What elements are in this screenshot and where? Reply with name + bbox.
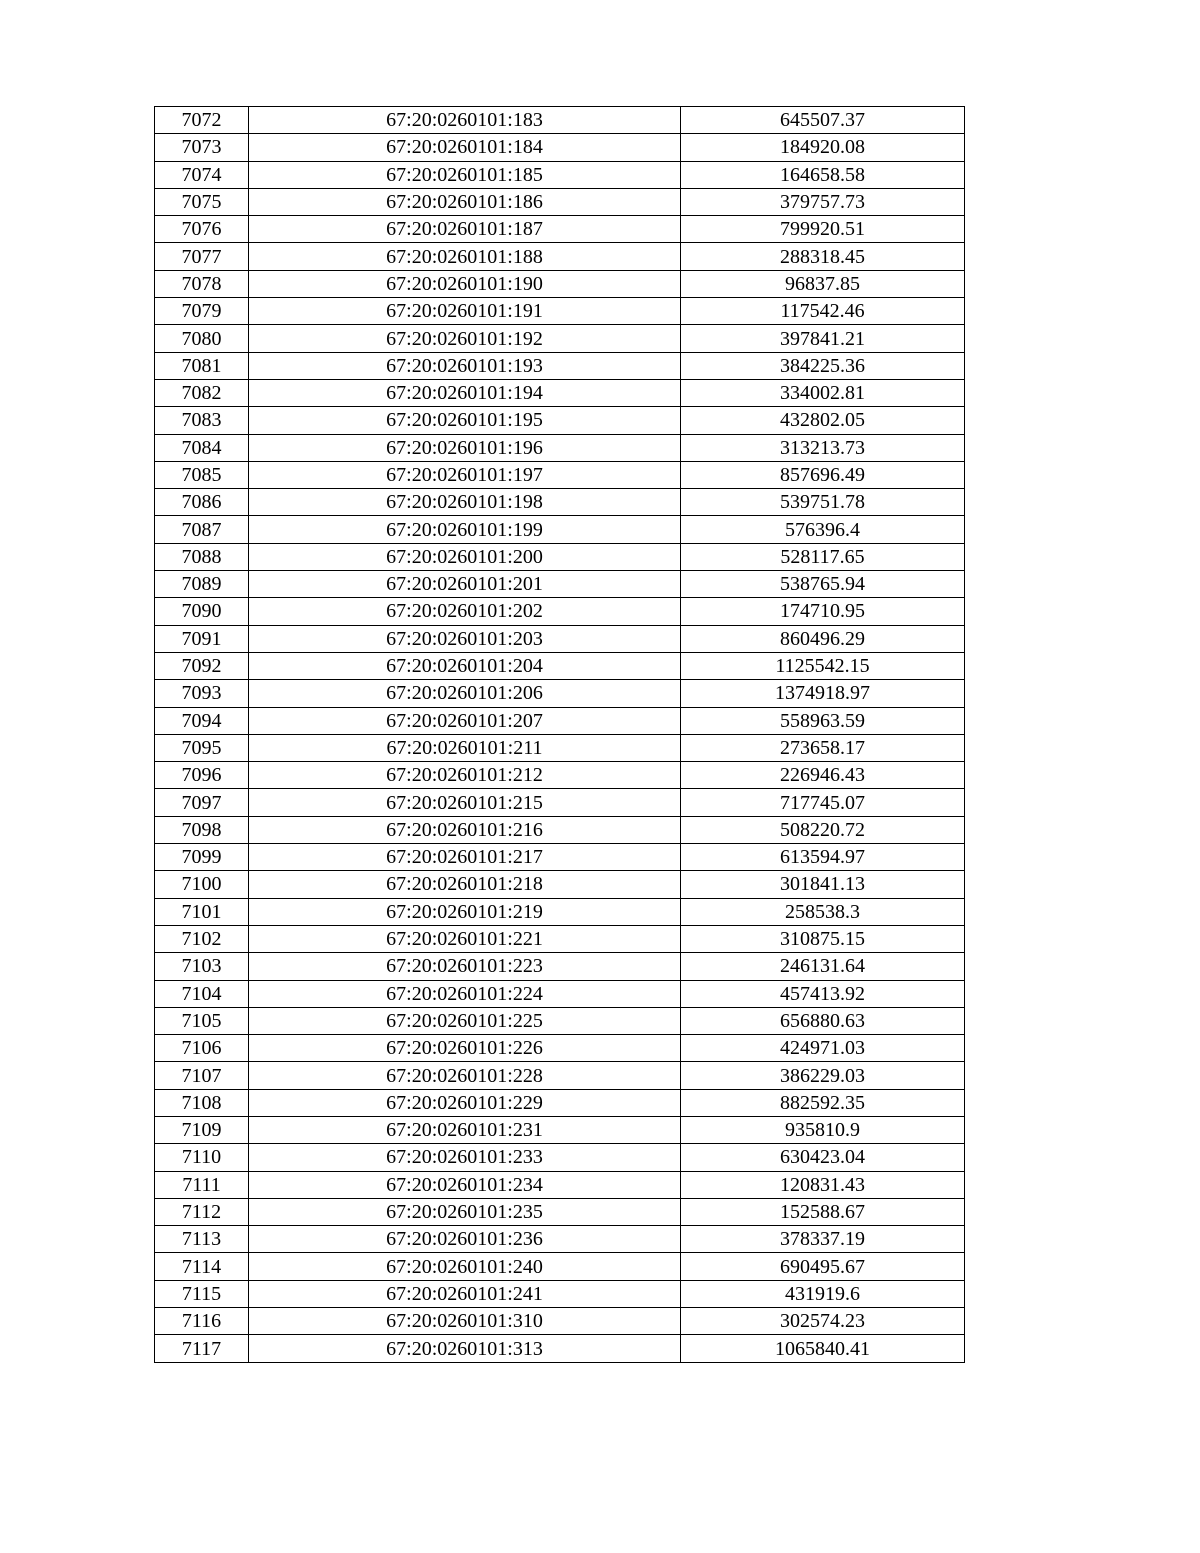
value-cell: 1125542.15 (681, 652, 965, 679)
row-number-cell: 7095 (155, 734, 249, 761)
table-body (155, 107, 965, 1363)
row-number-cell: 7113 (155, 1226, 249, 1253)
row-number-cell: 7077 (155, 243, 249, 270)
value-cell: 384225.36 (681, 352, 965, 379)
row-number-cell: 7102 (155, 925, 249, 952)
value-cell: 558963.59 (681, 707, 965, 734)
row-number-cell: 7074 (155, 161, 249, 188)
row-number-cell: 7081 (155, 352, 249, 379)
row-number-cell: 7078 (155, 270, 249, 297)
cadastral-number-cell: 67:20:0260101:204 (249, 652, 681, 679)
table-row (155, 762, 965, 789)
value-cell: 301841.13 (681, 871, 965, 898)
cadastral-number-cell: 67:20:0260101:194 (249, 379, 681, 406)
value-cell: 120831.43 (681, 1171, 965, 1198)
value-cell: 424971.03 (681, 1035, 965, 1062)
value-cell: 397841.21 (681, 325, 965, 352)
table-row (155, 598, 965, 625)
table-row (155, 188, 965, 215)
row-number-cell: 7103 (155, 953, 249, 980)
value-cell: 117542.46 (681, 298, 965, 325)
row-number-cell: 7091 (155, 625, 249, 652)
value-cell: 508220.72 (681, 816, 965, 843)
table-row (155, 1335, 965, 1362)
cadastral-number-cell: 67:20:0260101:186 (249, 188, 681, 215)
table-row (155, 1280, 965, 1307)
cadastral-number-cell: 67:20:0260101:187 (249, 216, 681, 243)
cadastral-number-cell: 67:20:0260101:231 (249, 1116, 681, 1143)
row-number-cell: 7082 (155, 379, 249, 406)
cadastral-number-cell: 67:20:0260101:198 (249, 489, 681, 516)
table-row (155, 571, 965, 598)
cadastral-number-cell: 67:20:0260101:224 (249, 980, 681, 1007)
row-number-cell: 7097 (155, 789, 249, 816)
value-cell: 310875.15 (681, 925, 965, 952)
cadastral-number-cell: 67:20:0260101:193 (249, 352, 681, 379)
row-number-cell: 7109 (155, 1116, 249, 1143)
cadastral-number-cell: 67:20:0260101:215 (249, 789, 681, 816)
value-cell: 334002.81 (681, 379, 965, 406)
row-number-cell: 7115 (155, 1280, 249, 1307)
value-cell: 386229.03 (681, 1062, 965, 1089)
table-row (155, 1144, 965, 1171)
table-row (155, 243, 965, 270)
value-cell: 379757.73 (681, 188, 965, 215)
table-row (155, 161, 965, 188)
value-cell: 313213.73 (681, 434, 965, 461)
cadastral-number-cell: 67:20:0260101:226 (249, 1035, 681, 1062)
cadastral-number-cell: 67:20:0260101:207 (249, 707, 681, 734)
value-cell: 717745.07 (681, 789, 965, 816)
value-cell: 1065840.41 (681, 1335, 965, 1362)
table-row (155, 898, 965, 925)
table-row (155, 352, 965, 379)
table-row (155, 379, 965, 406)
cadastral-number-cell: 67:20:0260101:203 (249, 625, 681, 652)
value-cell: 273658.17 (681, 734, 965, 761)
value-cell: 246131.64 (681, 953, 965, 980)
table-row (155, 543, 965, 570)
cadastral-number-cell: 67:20:0260101:211 (249, 734, 681, 761)
table-row (155, 489, 965, 516)
table-row (155, 680, 965, 707)
row-number-cell: 7072 (155, 107, 249, 134)
value-cell: 645507.37 (681, 107, 965, 134)
row-number-cell: 7105 (155, 1007, 249, 1034)
table-row (155, 1062, 965, 1089)
cadastral-number-cell: 67:20:0260101:218 (249, 871, 681, 898)
value-cell: 935810.9 (681, 1116, 965, 1143)
table-row (155, 1253, 965, 1280)
cadastral-number-cell: 67:20:0260101:202 (249, 598, 681, 625)
cadastral-number-cell: 67:20:0260101:201 (249, 571, 681, 598)
row-number-cell: 7116 (155, 1308, 249, 1335)
cadastral-number-cell: 67:20:0260101:184 (249, 134, 681, 161)
cadastral-number-cell: 67:20:0260101:313 (249, 1335, 681, 1362)
value-cell: 174710.95 (681, 598, 965, 625)
row-number-cell: 7073 (155, 134, 249, 161)
cadastral-number-cell: 67:20:0260101:240 (249, 1253, 681, 1280)
cadastral-number-cell: 67:20:0260101:310 (249, 1308, 681, 1335)
table-row (155, 1308, 965, 1335)
table-row (155, 625, 965, 652)
value-cell: 431919.6 (681, 1280, 965, 1307)
cadastral-number-cell: 67:20:0260101:190 (249, 270, 681, 297)
cadastral-number-cell: 67:20:0260101:219 (249, 898, 681, 925)
cadastral-number-cell: 67:20:0260101:188 (249, 243, 681, 270)
table-row (155, 107, 965, 134)
value-cell: 539751.78 (681, 489, 965, 516)
cadastral-number-cell: 67:20:0260101:216 (249, 816, 681, 843)
value-cell: 302574.23 (681, 1308, 965, 1335)
table-row (155, 1171, 965, 1198)
table-row (155, 789, 965, 816)
row-number-cell: 7079 (155, 298, 249, 325)
cadastral-number-cell: 67:20:0260101:196 (249, 434, 681, 461)
table-row (155, 734, 965, 761)
data-table (154, 106, 965, 1363)
cadastral-number-cell: 67:20:0260101:225 (249, 1007, 681, 1034)
table-row (155, 270, 965, 297)
value-cell: 630423.04 (681, 1144, 965, 1171)
value-cell: 258538.3 (681, 898, 965, 925)
row-number-cell: 7086 (155, 489, 249, 516)
value-cell: 576396.4 (681, 516, 965, 543)
table-row (155, 652, 965, 679)
row-number-cell: 7083 (155, 407, 249, 434)
row-number-cell: 7090 (155, 598, 249, 625)
cadastral-number-cell: 67:20:0260101:229 (249, 1089, 681, 1116)
value-cell: 538765.94 (681, 571, 965, 598)
cadastral-number-cell: 67:20:0260101:183 (249, 107, 681, 134)
value-cell: 860496.29 (681, 625, 965, 652)
cadastral-number-cell: 67:20:0260101:235 (249, 1198, 681, 1225)
table-row (155, 816, 965, 843)
row-number-cell: 7080 (155, 325, 249, 352)
cadastral-number-cell: 67:20:0260101:197 (249, 461, 681, 488)
table-row (155, 1198, 965, 1225)
table-row (155, 434, 965, 461)
row-number-cell: 7092 (155, 652, 249, 679)
value-cell: 656880.63 (681, 1007, 965, 1034)
cadastral-number-cell: 67:20:0260101:233 (249, 1144, 681, 1171)
cadastral-number-cell: 67:20:0260101:212 (249, 762, 681, 789)
value-cell: 528117.65 (681, 543, 965, 570)
cadastral-number-cell: 67:20:0260101:200 (249, 543, 681, 570)
value-cell: 690495.67 (681, 1253, 965, 1280)
cadastral-number-cell: 67:20:0260101:236 (249, 1226, 681, 1253)
row-number-cell: 7075 (155, 188, 249, 215)
row-number-cell: 7110 (155, 1144, 249, 1171)
row-number-cell: 7096 (155, 762, 249, 789)
cadastral-number-cell: 67:20:0260101:221 (249, 925, 681, 952)
table-row (155, 1226, 965, 1253)
value-cell: 378337.19 (681, 1226, 965, 1253)
row-number-cell: 7104 (155, 980, 249, 1007)
value-cell: 288318.45 (681, 243, 965, 270)
row-number-cell: 7088 (155, 543, 249, 570)
cadastral-number-cell: 67:20:0260101:241 (249, 1280, 681, 1307)
value-cell: 432802.05 (681, 407, 965, 434)
table-row (155, 1007, 965, 1034)
row-number-cell: 7108 (155, 1089, 249, 1116)
row-number-cell: 7101 (155, 898, 249, 925)
table-row (155, 216, 965, 243)
cadastral-number-cell: 67:20:0260101:206 (249, 680, 681, 707)
row-number-cell: 7076 (155, 216, 249, 243)
table-row (155, 925, 965, 952)
cadastral-number-cell: 67:20:0260101:234 (249, 1171, 681, 1198)
row-number-cell: 7117 (155, 1335, 249, 1362)
table-row (155, 1089, 965, 1116)
row-number-cell: 7089 (155, 571, 249, 598)
table-row (155, 407, 965, 434)
row-number-cell: 7107 (155, 1062, 249, 1089)
row-number-cell: 7098 (155, 816, 249, 843)
cadastral-number-cell: 67:20:0260101:199 (249, 516, 681, 543)
cadastral-number-cell: 67:20:0260101:191 (249, 298, 681, 325)
row-number-cell: 7099 (155, 844, 249, 871)
cadastral-number-cell: 67:20:0260101:185 (249, 161, 681, 188)
cadastral-number-cell: 67:20:0260101:228 (249, 1062, 681, 1089)
row-number-cell: 7093 (155, 680, 249, 707)
row-number-cell: 7114 (155, 1253, 249, 1280)
value-cell: 1374918.97 (681, 680, 965, 707)
row-number-cell: 7085 (155, 461, 249, 488)
table-row (155, 1035, 965, 1062)
value-cell: 799920.51 (681, 216, 965, 243)
row-number-cell: 7094 (155, 707, 249, 734)
row-number-cell: 7112 (155, 1198, 249, 1225)
value-cell: 152588.67 (681, 1198, 965, 1225)
value-cell: 857696.49 (681, 461, 965, 488)
table-row (155, 871, 965, 898)
value-cell: 184920.08 (681, 134, 965, 161)
row-number-cell: 7100 (155, 871, 249, 898)
row-number-cell: 7111 (155, 1171, 249, 1198)
table-row (155, 707, 965, 734)
table-row (155, 325, 965, 352)
value-cell: 226946.43 (681, 762, 965, 789)
table-row (155, 298, 965, 325)
table-row (155, 844, 965, 871)
table-row (155, 461, 965, 488)
table-row (155, 1116, 965, 1143)
cadastral-number-cell: 67:20:0260101:195 (249, 407, 681, 434)
table-row (155, 134, 965, 161)
cadastral-number-cell: 67:20:0260101:192 (249, 325, 681, 352)
table-row (155, 980, 965, 1007)
value-cell: 457413.92 (681, 980, 965, 1007)
row-number-cell: 7084 (155, 434, 249, 461)
value-cell: 613594.97 (681, 844, 965, 871)
table-row (155, 953, 965, 980)
cadastral-number-cell: 67:20:0260101:217 (249, 844, 681, 871)
cadastral-number-cell: 67:20:0260101:223 (249, 953, 681, 980)
table-row (155, 516, 965, 543)
value-cell: 96837.85 (681, 270, 965, 297)
row-number-cell: 7087 (155, 516, 249, 543)
value-cell: 164658.58 (681, 161, 965, 188)
value-cell: 882592.35 (681, 1089, 965, 1116)
row-number-cell: 7106 (155, 1035, 249, 1062)
